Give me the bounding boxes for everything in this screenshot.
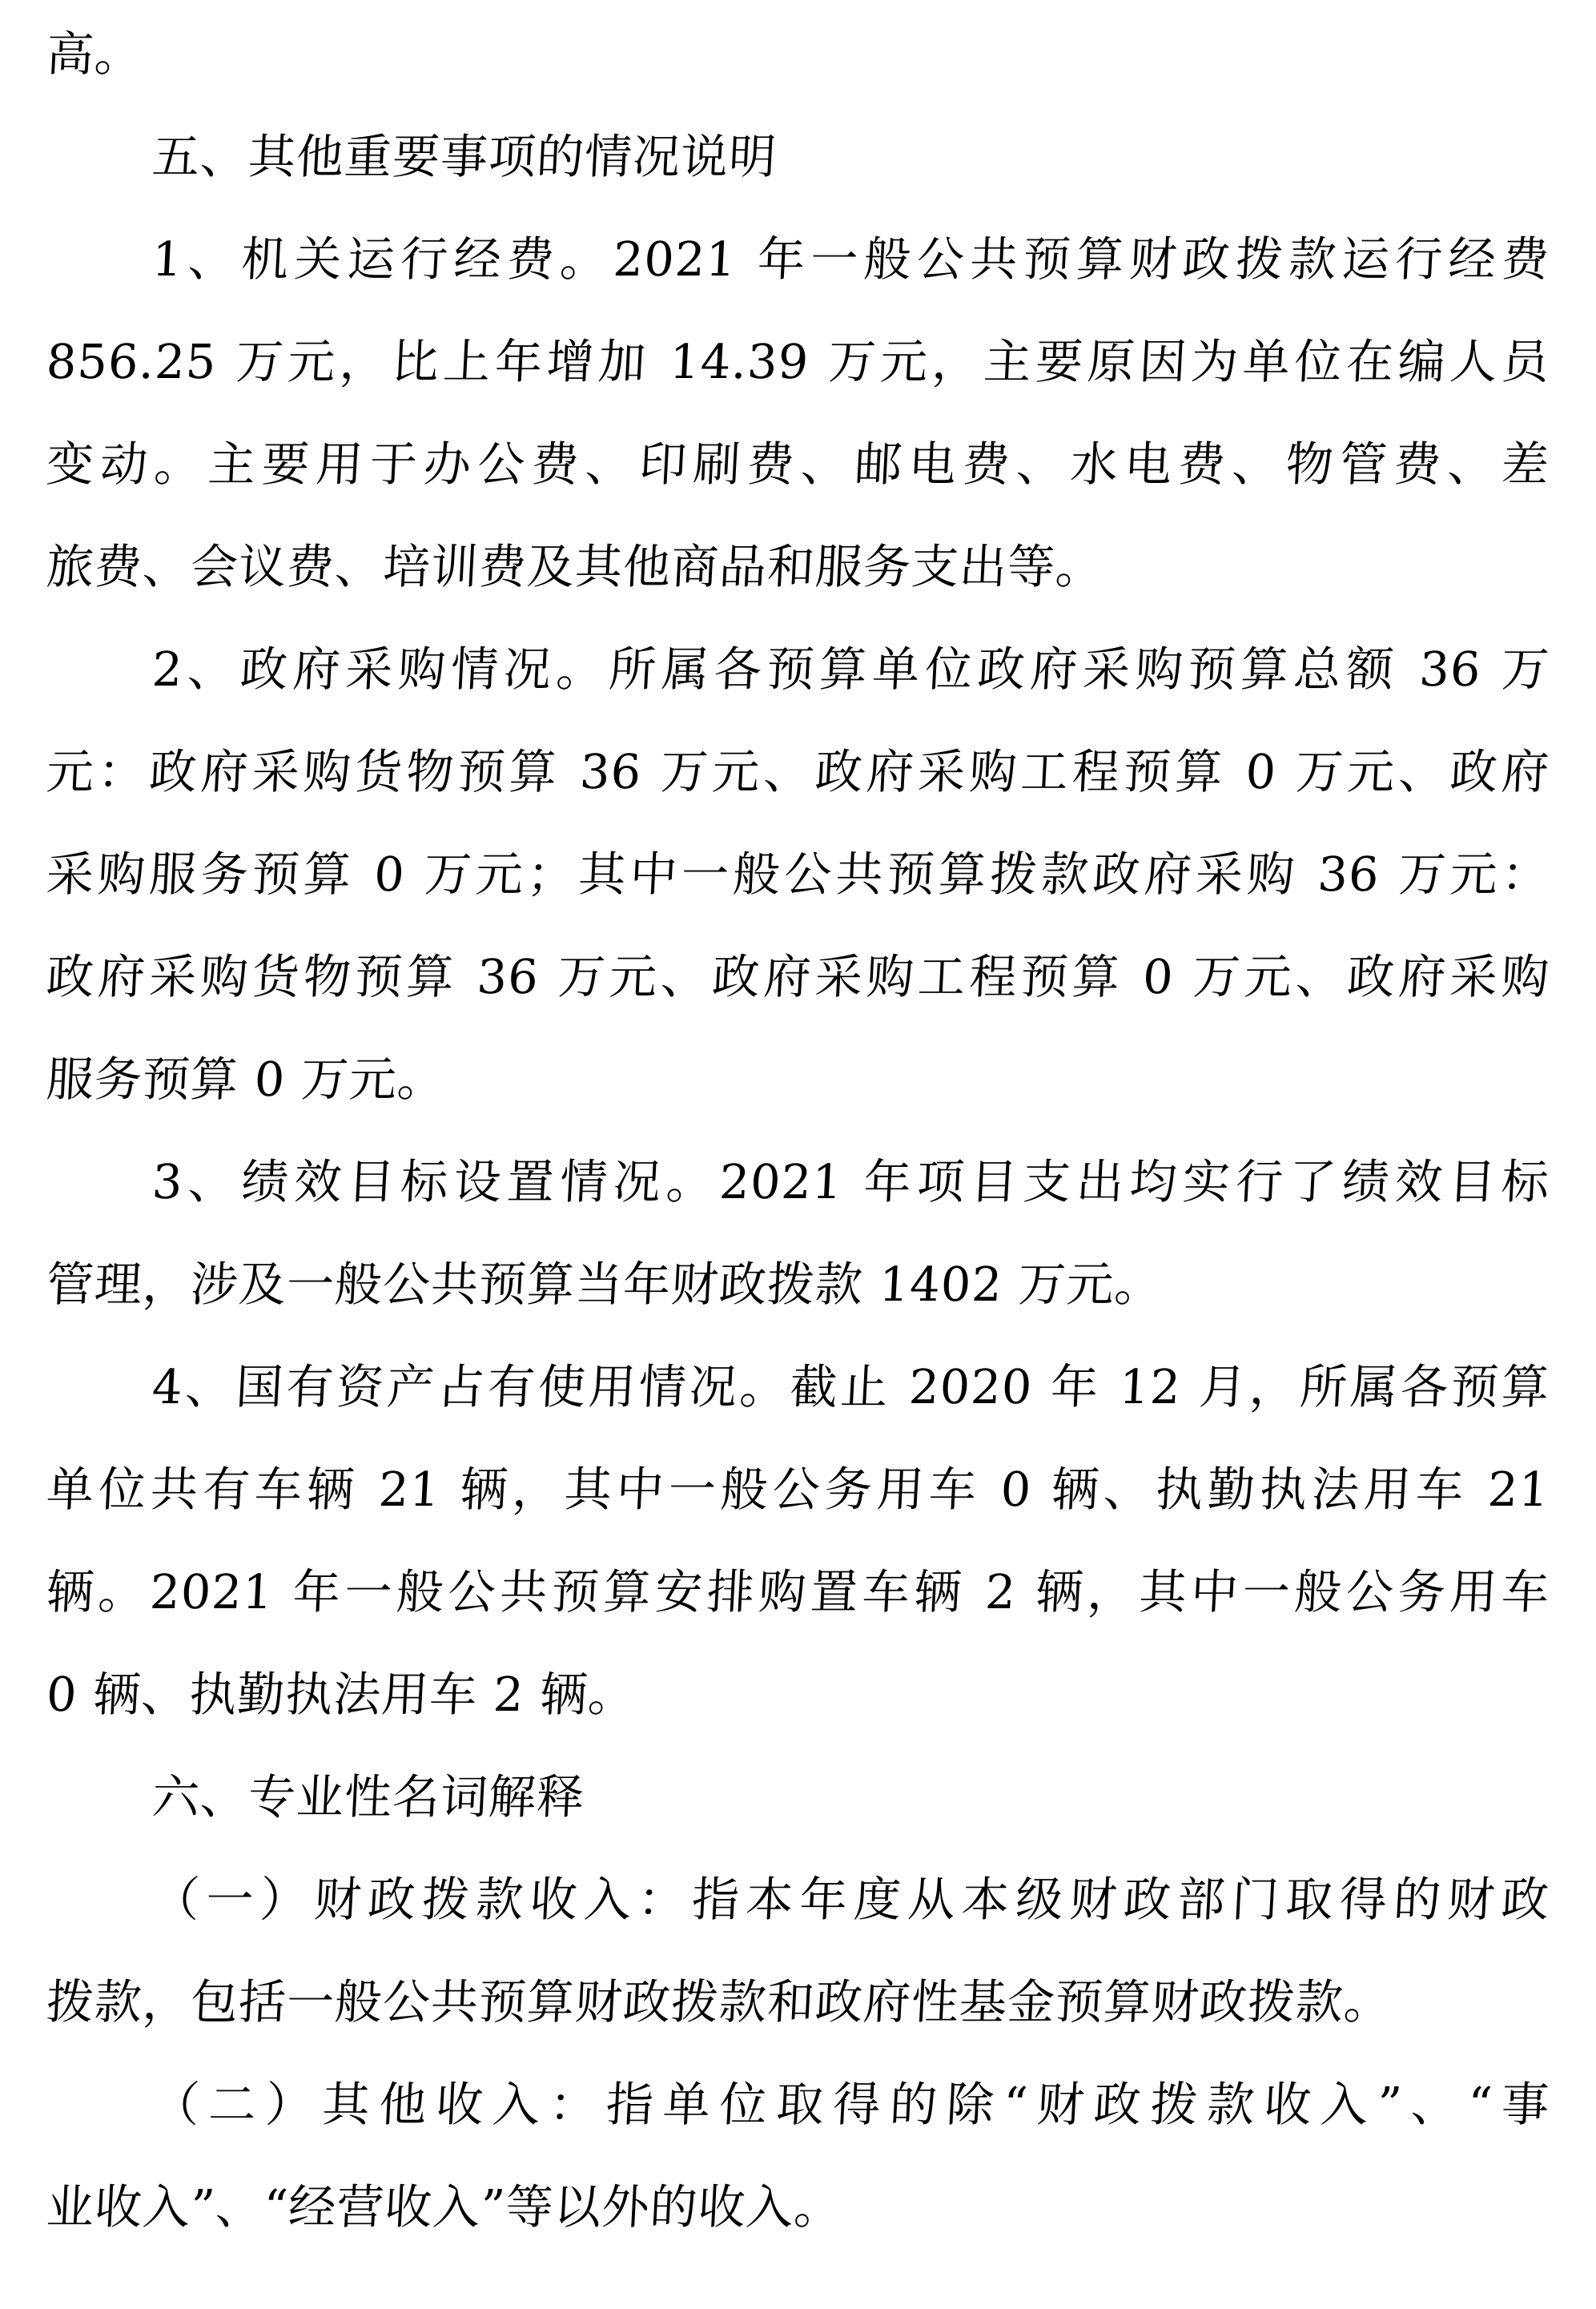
text-line: 高。 xyxy=(45,26,144,82)
text-line: 采购服务预算 0 万元；其中一般公共预算拨款政府采购 36 万元： xyxy=(45,847,1551,902)
text-line: 辆。2021 年一般公共预算安排购置车辆 2 辆，其中一般公务用车 xyxy=(45,1564,1551,1619)
text-line: 元：政府采购货物预算 36 万元、政府采购工程预算 0 万元、政府 xyxy=(45,744,1551,799)
text-line: 政府采购货物预算 36 万元、政府采购工程预算 0 万元、政府采购 xyxy=(45,949,1551,1004)
text-line: 管理，涉及一般公共预算当年财政拨款 1402 万元。 xyxy=(45,1257,1164,1312)
text-line: （一）财政拨款收入：指本年度从本级财政部门取得的财政 xyxy=(151,1872,1551,1927)
text-line: 0 辆、执勤执法用车 2 辆。 xyxy=(45,1667,638,1722)
text-line: （二）其他收入：指单位取得的除“财政拨款收入”、“事 xyxy=(151,2077,1551,2132)
text-line: 4、国有资产占有使用情况。截止 2020 年 12 月，所属各预算 xyxy=(151,1359,1551,1414)
text-line: 变动。主要用于办公费、印刷费、邮电费、水电费、物管费、差 xyxy=(45,436,1551,492)
document-body xyxy=(46,3,1550,2259)
text-line: 拨款，包括一般公共预算财政拨款和政府性基金预算财政拨款。 xyxy=(45,1974,1393,2029)
text-line: 3、绩效目标设置情况。2021 年项目支出均实行了绩效目标 xyxy=(151,1154,1551,1209)
text-line: 单位共有车辆 21 辆，其中一般公务用车 0 辆、执勤执法用车 21 xyxy=(45,1462,1551,1517)
text-line: 六、专业性名词解释 xyxy=(151,1769,586,1824)
text-line: 服务预算 0 万元。 xyxy=(45,1052,447,1107)
text-line: 856.25 万元，比上年增加 14.39 万元，主要原因为单位在编人员 xyxy=(45,334,1551,389)
text-line: 五、其他重要事项的情况说明 xyxy=(151,129,778,184)
text-line: 1、机关运行经费。2021 年一般公共预算财政拨款运行经费 xyxy=(151,231,1551,287)
text-line: 旅费、会议费、培训费及其他商品和服务支出等。 xyxy=(45,539,1105,594)
text-line: 业收入”、“经营收入”等以外的收入。 xyxy=(45,2179,844,2235)
text-line: 2、政府采购情况。所属各预算单位政府采购预算总额 36 万 xyxy=(151,642,1551,697)
